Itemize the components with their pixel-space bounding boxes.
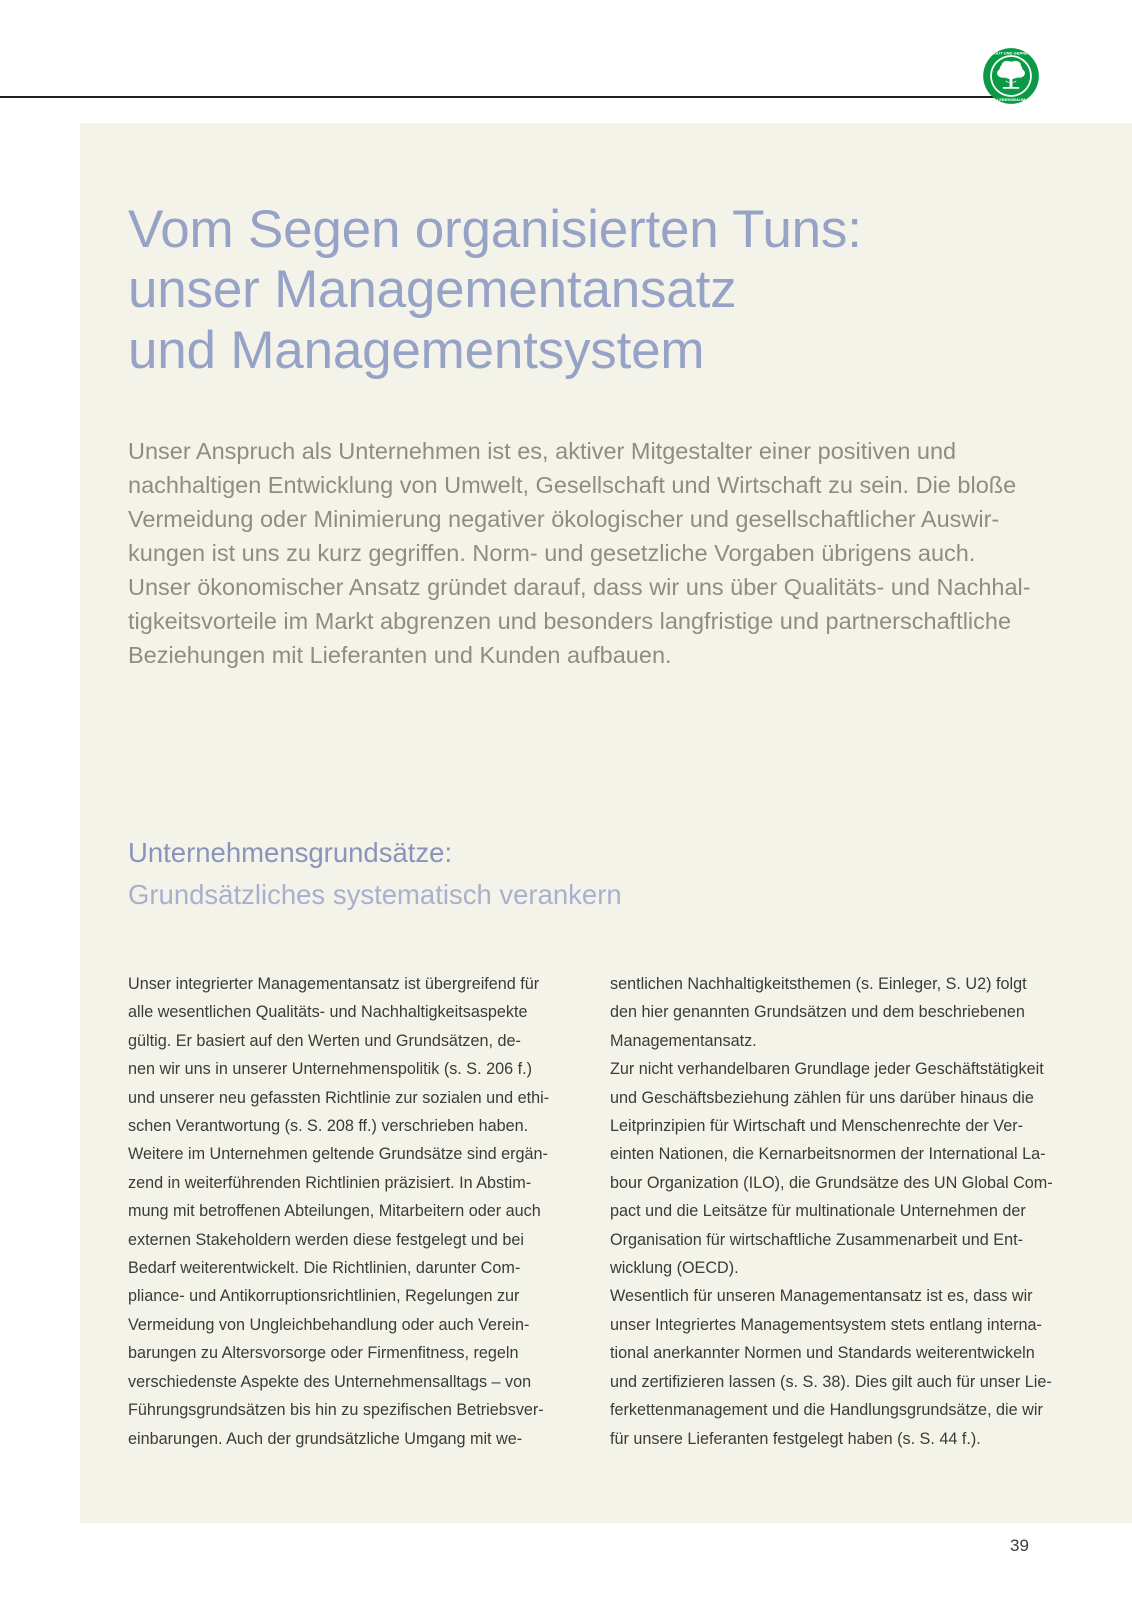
section-heading-line-2: Grundsätzliches systematisch verankern [128, 879, 622, 910]
body-line: pliance- und Antikorruptionsrichtlinien, Regelungen zur [128, 1287, 520, 1306]
body-line: wicklung (OECD). [610, 1259, 739, 1278]
body-line: ferkettenmanagement und die Handlungsgrundsätze, die wir [610, 1401, 1043, 1420]
body-columns [128, 970, 1053, 1453]
body-line: Leitprinzipien für Wirtschaft und Menschenrechte der Ver- [610, 1117, 1023, 1136]
page-number: 39 [1010, 1536, 1029, 1555]
body-line: Führungsgrundsätzen bis hin zu spezifischen Betriebsver- [128, 1401, 544, 1420]
body-line: barungen zu Altersvorsorge oder Firmenfitness, regeln [128, 1344, 519, 1363]
intro-line: Unser Anspruch als Unternehmen ist es, aktiver Mitgestalter einer positiven und [128, 438, 957, 465]
body-line: nen wir uns in unserer Unternehmenspolitik (s. S. 206 f.) [128, 1060, 532, 1079]
body-line: gültig. Er basiert auf den Werten und Grundsätzen, de- [128, 1031, 521, 1050]
body-line: und unserer neu gefassten Richtlinie zur sozialen und ethi- [128, 1088, 550, 1107]
intro-line: Unser ökonomischer Ansatz gründet darauf, dass wir uns über Qualitäts- und Nachhal- [128, 574, 1031, 601]
body-line: bour Organization (ILO), die Grundsätze des UN Global Com- [610, 1173, 1053, 1192]
body-line: und zertifizieren lassen (s. S. 38). Dies gilt auch für unser Lie- [610, 1372, 1052, 1391]
body-line: zend in weiterführenden Richtlinien präzisiert. In Abstim- [128, 1173, 532, 1192]
left-column-paragraph [128, 970, 562, 1453]
body-line: Zur nicht verhandelbaren Grundlage jeder Geschäftstätigkeit [610, 1060, 1044, 1079]
body-line: Wesentlich für unseren Managementansatz ist es, dass wir [610, 1287, 1033, 1306]
section-heading [128, 832, 622, 916]
left-column [128, 970, 562, 1453]
body-line: Vermeidung von Ungleichbehandlung oder auch Verein- [128, 1315, 530, 1334]
body-line: den hier genannten Grundsätzen und dem beschriebenen [610, 1003, 1025, 1022]
intro-paragraph [128, 434, 1044, 672]
body-line: externen Stakeholdern werden diese festgelegt und bei [128, 1230, 524, 1249]
body-line: tional anerkannter Normen und Standards weiterentwickeln [610, 1344, 1035, 1363]
body-line: alle wesentlichen Qualitäts- und Nachhaltigkeitsaspekte [128, 1003, 528, 1022]
body-line: Bedarf weiterentwickelt. Die Richtlinien, darunter Com- [128, 1259, 521, 1278]
body-line: schen Verantwortung (s. S. 208 ff.) verschrieben haben. [128, 1117, 529, 1136]
body-line: verschiedenste Aspekte des Unternehmensalltags – von [128, 1372, 532, 1391]
intro-line: kungen ist uns zu kurz gegriffen. Norm- und gesetzliche Vorgaben übrigens auch. [128, 540, 976, 567]
section-heading-line-1: Unternehmensgrundsätze: [128, 837, 453, 868]
body-line: Managementansatz. [610, 1031, 757, 1050]
body-line: Organisation für wirtschaftliche Zusammenarbeit und Ent- [610, 1230, 1023, 1249]
page-title-line-2: unser Managementansatz [128, 260, 737, 320]
right-column-paragraph [610, 970, 1053, 1453]
body-line: für unsere Lieferanten festgelegt haben (s. S. 44 f.). [610, 1429, 981, 1448]
body-line: Weitere im Unternehmen geltende Grundsätze sind ergän- [128, 1145, 548, 1164]
body-line: unser Integriertes Managementsystem stets entlang interna- [610, 1315, 1042, 1334]
svg-text:LEBENSBAUM: LEBENSBAUM [996, 96, 1026, 102]
body-line: und Geschäftsbeziehung zählen für uns darüber hinaus die [610, 1088, 1034, 1107]
body-line: sentlichen Nachhaltigkeitsthemen (s. Einleger, S. U2) folgt [610, 975, 1027, 993]
header-rule [0, 96, 1006, 98]
body-line: einbarungen. Auch der grundsätzliche Umgang mit we- [128, 1429, 523, 1448]
body-line: pact und die Leitsätze für multinationale Unternehmen der [610, 1202, 1026, 1221]
page-title-line-1: Vom Segen organisierten Tuns: [128, 200, 862, 259]
intro-line: nachhaltigen Entwicklung von Umwelt, Gesellschaft und Wirtschaft zu sein. Die bloße [128, 472, 1017, 499]
right-column [610, 970, 1053, 1453]
page-title-line-3: und Managementsystem [128, 320, 705, 380]
body-line: mung mit betroffenen Abteilungen, Mitarbeitern oder auch [128, 1202, 541, 1221]
lebensbaum-logo [982, 47, 1040, 105]
page-title [128, 200, 1044, 381]
body-line: Unser integrierter Managementansatz ist übergreifend für [128, 975, 540, 993]
svg-text:GUT UND GERNE: GUT UND GERNE [994, 50, 1028, 56]
intro-line: Vermeidung oder Minimierung negativer ökologischer und gesellschaftlicher Auswir- [128, 506, 1000, 533]
body-line: einten Nationen, die Kernarbeitsnormen der International La- [610, 1145, 1046, 1164]
page-content [128, 200, 1053, 1448]
intro-line: tigkeitsvorteile im Markt abgrenzen und besonders langfristige und partnerschaftliche [128, 608, 1012, 635]
intro-line: Beziehungen mit Lieferanten und Kunden aufbauen. [128, 642, 672, 669]
